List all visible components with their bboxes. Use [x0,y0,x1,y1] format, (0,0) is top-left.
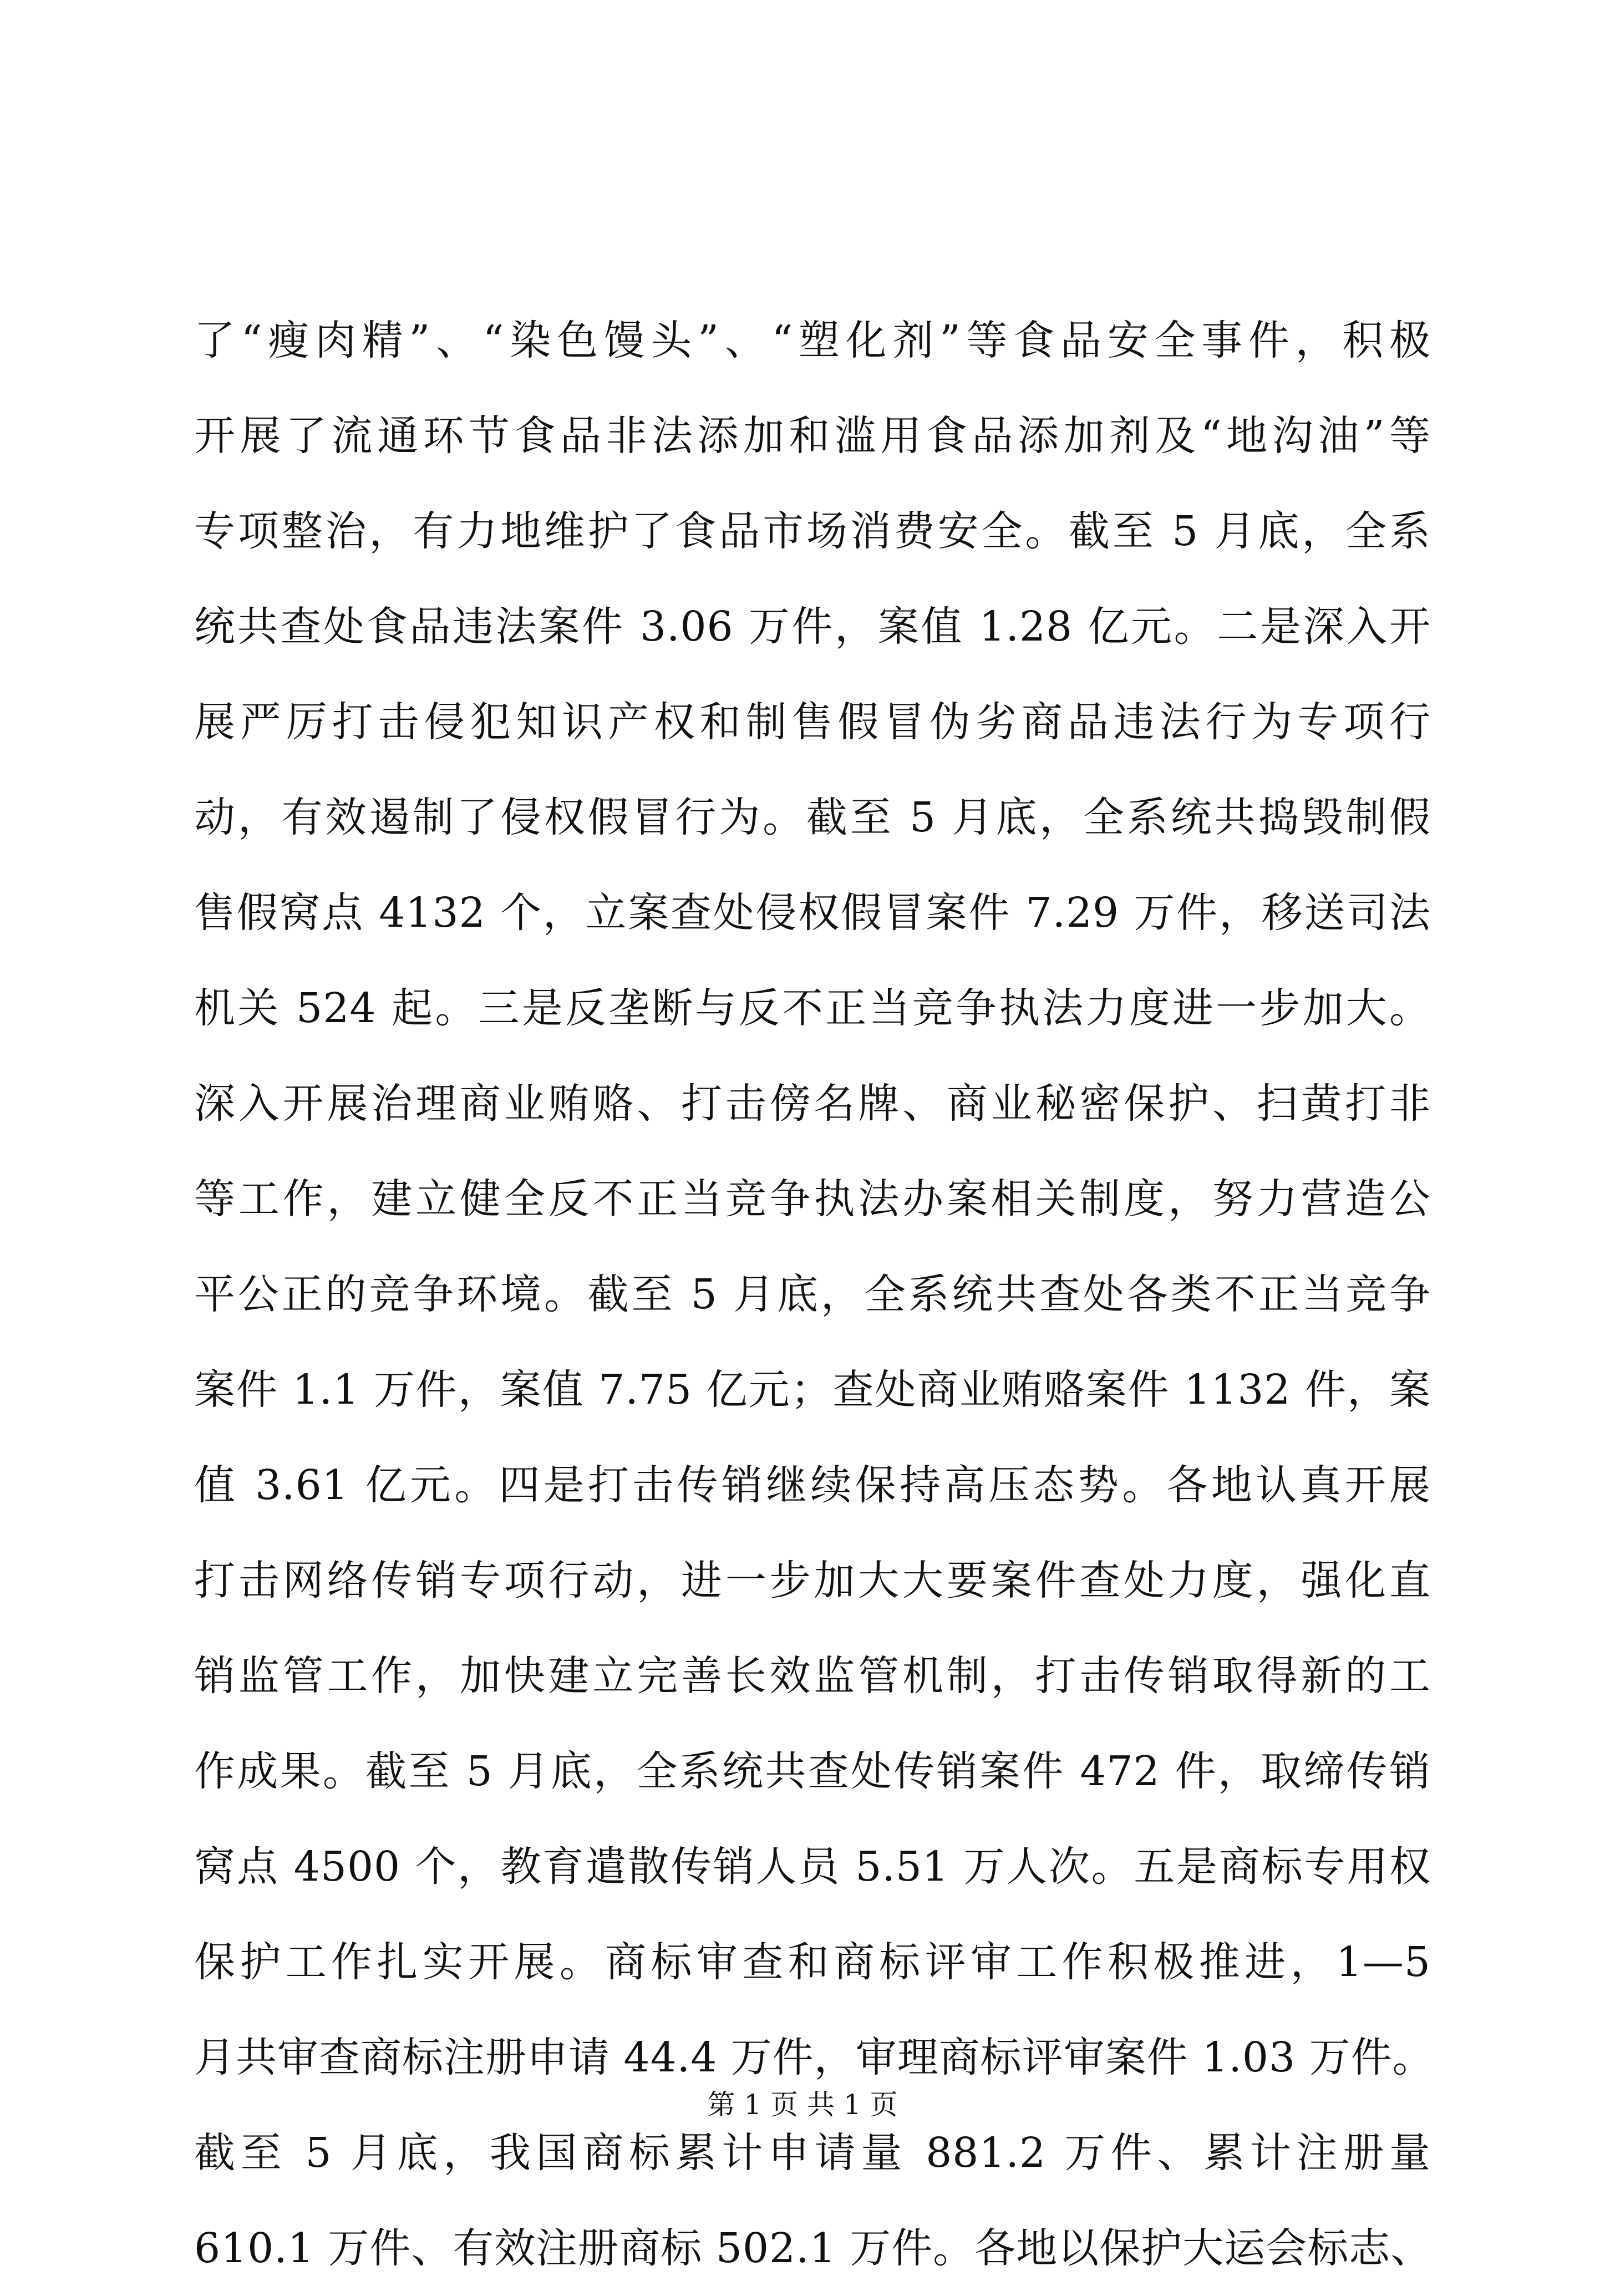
text-line-13: 值 3.61 亿元。四是打击传销继续保持高压态势。各地认真开展 [194,1461,1431,1509]
text-line-7: 售假窝点 4132 个，立案查处侵权假冒案件 7.29 万件，移送司法 [194,889,1431,937]
page-number-label: 第 1 页 共 1 页 [707,2089,898,2121]
page-footer [0,2085,1605,2124]
text-line-2: 开展了流通环节食品非法添加和滥用食品添加剂及“地沟油”等 [194,412,1431,460]
text-line-21: 610.1 万件、有效注册商标 502.1 万件。各地以保护大运会标志、 [194,2224,1433,2272]
text-line-12: 案件 1.1 万件，案值 7.75 亿元；查处商业贿赂案件 1132 件，案 [194,1366,1431,1414]
text-line-1: 了“瘦肉精”、“染色馒头”、“塑化剂”等食品安全事件，积极 [194,317,1431,364]
text-line-15: 销监管工作，加快建立完善长效监管机制，打击传销取得新的工 [194,1652,1431,1700]
text-line-4: 统共查处食品违法案件 3.06 万件，案值 1.28 亿元。二是深入开 [194,603,1431,651]
text-line-19: 月共审查商标注册申请 44.4 万件，审理商标评审案件 1.03 万件。 [194,2034,1434,2081]
text-line-5: 展严厉打击侵犯知识产权和制售假冒伪劣商品违法行为专项行 [194,698,1431,746]
text-line-20: 截至 5 月底，我国商标累计申请量 881.2 万件、累计注册量 [194,2129,1431,2177]
text-line-14: 打击网络传销专项行动，进一步加大大要案件查处力度，强化直 [194,1557,1431,1604]
text-line-9: 深入开展治理商业贿赂、打击傍名牌、商业秘密保护、扫黄打非 [194,1080,1431,1127]
text-line-16: 作成果。截至 5 月底，全系统共查处传销案件 472 件，取缔传销 [194,1748,1431,1795]
body-paragraph [194,293,1434,2296]
text-line-17: 窝点 4500 个，教育遣散传销人员 5.51 万人次。五是商标专用权 [194,1843,1431,1891]
text-line-8: 机关 524 起。三是反垄断与反不正当竞争执法力度进一步加大。 [194,984,1431,1032]
text-line-3: 专项整治，有力地维护了食品市场消费安全。截至 5 月底，全系 [194,507,1431,555]
text-line-6: 动，有效遏制了侵权假冒行为。截至 5 月底，全系统共捣毁制假 [194,794,1431,841]
text-line-10: 等工作，建立健全反不正当竞争执法办案相关制度，努力营造公 [194,1175,1431,1223]
text-line-11: 平公正的竞争环境。截至 5 月底，全系统共查处各类不正当竞争 [194,1271,1431,1318]
text-line-18: 保护工作扎实开展。商标审查和商标评审工作积极推进，1—5 [194,1938,1431,1986]
